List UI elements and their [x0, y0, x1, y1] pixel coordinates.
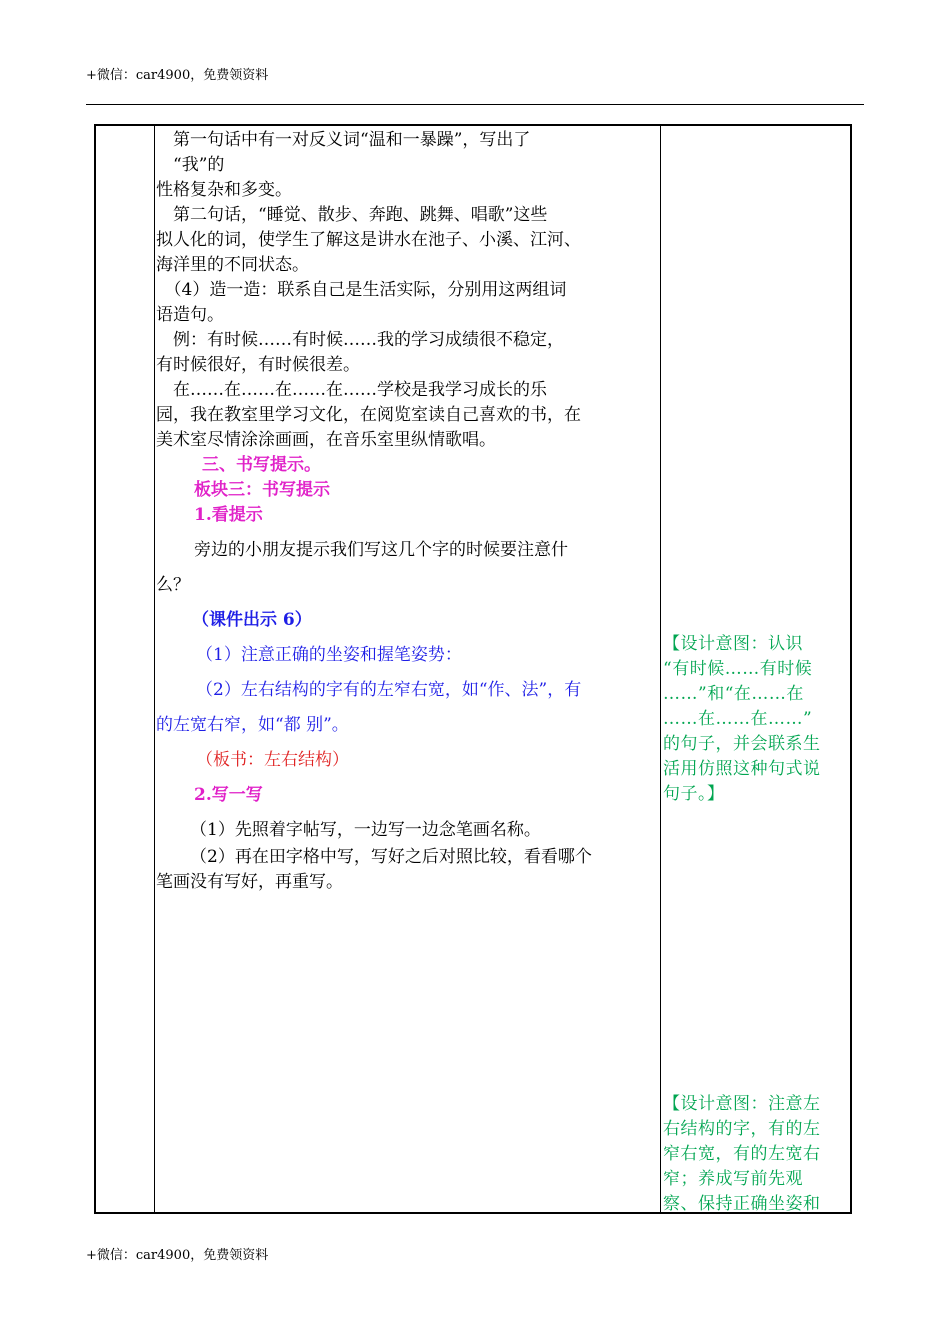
text-line: 海洋里的不同状态。 — [156, 255, 309, 275]
text-line: 性格复杂和多变。 — [156, 180, 292, 200]
text-line: 第二句话，“睡觉、散步、奔跑、跳舞、唱歌”这些 — [156, 205, 548, 225]
header-divider — [86, 104, 864, 105]
write-step-2-continued: 笔画没有写好，再重写。 — [156, 872, 343, 892]
text-line: 语造句。 — [156, 305, 224, 325]
note-line: 察、保持正确坐姿和 — [663, 1194, 821, 1214]
note-line: 【设计意图：认识 — [663, 634, 803, 654]
tip-posture: （1）注意正确的坐姿和握笔姿势： — [196, 645, 462, 665]
design-intent-note-2 — [663, 1092, 853, 1217]
hint-text: 旁边的小朋友提示我们写这几个字的时候要注意什 — [194, 540, 568, 560]
note-line: 窄；养成写前先观 — [663, 1169, 803, 1189]
note-line: 窄右宽，有的左宽右 — [663, 1144, 821, 1164]
subsection-title-write: 2.写一写 — [194, 785, 263, 805]
note-line: 的句子，并会联系生 — [663, 734, 821, 754]
page-header: +微信：car4900，免费领资料 — [86, 68, 269, 83]
design-intent-note-1 — [663, 632, 853, 807]
column-divider-left — [154, 126, 155, 1212]
column-divider-right — [660, 126, 661, 1212]
text-line: 美术室尽情涂涂画画，在音乐室里纵情歌唱。 — [156, 430, 496, 450]
tip-structure: （2）左右结构的字有的左窄右宽，如“作、法”，有 — [196, 680, 582, 700]
board-note: （板书：左右结构） — [196, 750, 349, 770]
text-line: 园，我在教室里学习文化，在阅览室读自己喜欢的书，在 — [156, 405, 581, 425]
hint-text-continued: 么？ — [156, 575, 190, 595]
text-line: 有时候很好，有时候很差。 — [156, 355, 360, 375]
write-step-2: （2）再在田字格中写，写好之后对照比较，看看哪个 — [190, 847, 592, 867]
text-line: （4）造一造：联系自己是生活实际，分别用这两组词 — [156, 280, 567, 300]
section-title: 三、书写提示。 — [202, 455, 321, 475]
note-line: ……”和“在……在 — [663, 684, 804, 704]
note-line: 活用仿照这种句式说 — [663, 759, 821, 779]
courseware-note: （课件出示 6） — [192, 610, 312, 630]
text-line: 在……在……在……在……学校是我学习成长的乐 — [156, 380, 547, 400]
note-line: ……在……在……” — [663, 709, 813, 729]
lesson-table — [94, 124, 852, 1214]
text-line: 拟人化的词，使学生了解这是讲水在池子、小溪、江河、 — [156, 230, 581, 250]
note-line: “有时候……有时候 — [663, 659, 813, 679]
note-line: 【设计意图：注意左 — [663, 1094, 821, 1114]
text-line: “我”的 — [156, 155, 225, 175]
note-line: 句子。】 — [663, 784, 725, 804]
main-content-column — [156, 126, 659, 895]
write-step-1: （1）先照着字帖写，一边写一边念笔画名称。 — [190, 820, 541, 840]
block-title: 板块三：书写提示 — [194, 480, 330, 500]
page-footer: +微信：car4900，免费领资料 — [86, 1248, 269, 1263]
text-line: 例：有时候……有时候……我的学习成绩很不稳定， — [156, 330, 564, 350]
text-line: 第一句话中有一对反义词“温和一暴躁”，写出了 — [156, 130, 531, 150]
tip-structure-continued: 的左宽右窄，如“都 别”。 — [156, 715, 349, 735]
note-line: 右结构的字，有的左 — [663, 1119, 821, 1139]
subsection-title-look: 1.看提示 — [194, 505, 263, 525]
